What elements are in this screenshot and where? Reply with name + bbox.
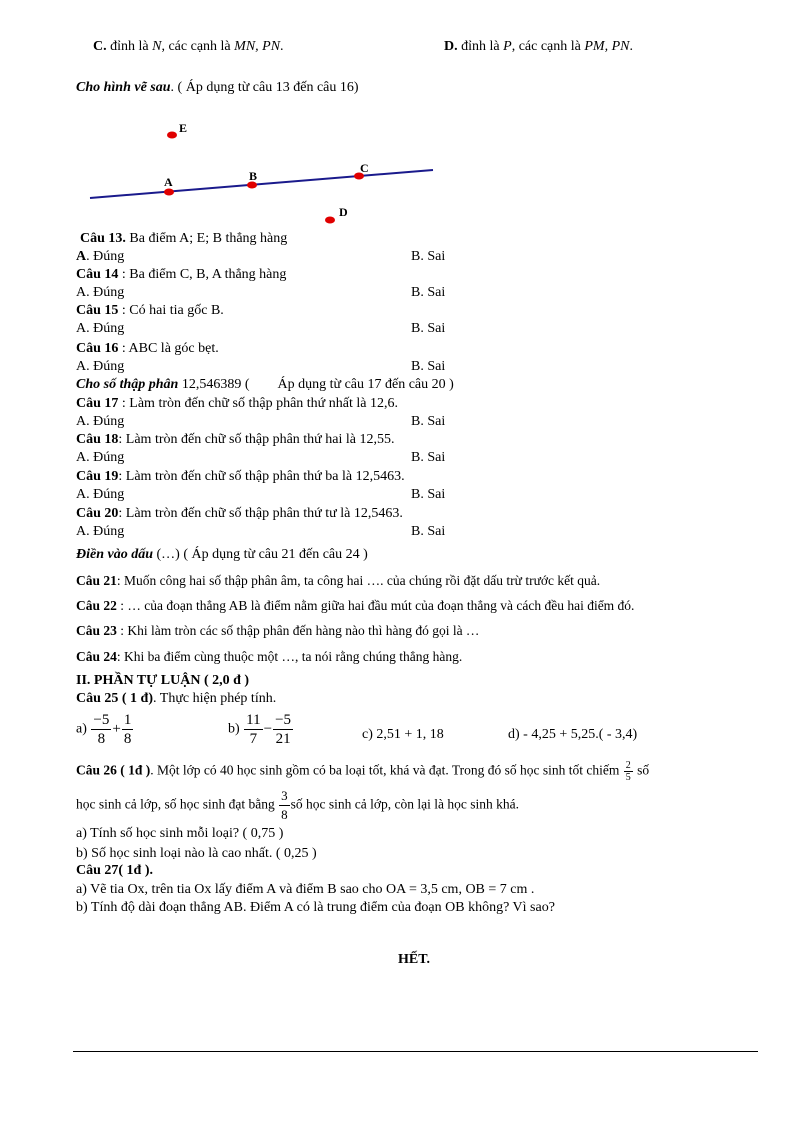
label-a: A [164, 175, 173, 189]
question-16: Câu 16 : ABC là góc bẹt. [76, 341, 219, 356]
answer-b: B. Sai [411, 524, 446, 539]
question-24: Câu 24: Khi ba điểm cùng thuộc một …, ta nói rằng chúng thẳng hàng. [76, 649, 463, 664]
answer-a: A. Đúng [76, 524, 125, 539]
question-26-cont: học sinh cả lớp, số học sinh đạt bằng $\frac{3}{8}$ số học sinh cả lớp, còn lại là học sinh khá. [76, 788, 519, 822]
question-21: Câu 21: Muốn công hai số thập phân âm, ta công hai …. của chúng rồi đặt dấu trừ trước kết quả. [76, 573, 601, 588]
label-b: B [249, 169, 258, 183]
answer-a: A. Đúng [76, 359, 125, 374]
label-c: C [360, 161, 369, 175]
answer-b: B. Sai [411, 487, 446, 502]
answer-a: A. Đúng [76, 487, 125, 502]
section-2-heading: II. PHẦN TỰ LUẬN ( 2,0 đ ) [76, 673, 250, 688]
question-20: Câu 20: Làm tròn đến chữ số thập phân thứ tư là 12,5463. [76, 506, 403, 521]
end-mark: HẾT. [398, 952, 431, 967]
point-d [325, 217, 335, 224]
question-18: Câu 18: Làm tròn đến chữ số thập phân thứ hai là 12,55. [76, 432, 395, 447]
option-d: D. đỉnh là P, các cạnh là PM, PN. [444, 39, 633, 54]
question-23: Câu 23 : Khi làm tròn các số thập phân đến hàng nào thì hàng đó gọi là … [76, 623, 480, 638]
q25-part-d: d) - 4,25 + 5,25.( - 3,4) [508, 727, 638, 742]
question-25: Câu 25 ( 1 đ). Thực hiện phép tính. [76, 691, 277, 706]
question-14: Câu 14 : Ba điểm C, B, A thẳng hàng [76, 267, 287, 282]
line-abc [90, 170, 433, 198]
q25-part-c: c) 2,51 + 1, 18 [362, 727, 444, 742]
q27-part-a: a) Vẽ tia Ox, trên tia Ox lấy điểm A và điểm B sao cho OA = 3,5 cm, OB = 7 cm . [76, 882, 535, 897]
decimal-intro: Cho số thập phân 12,546389 ( Áp dụng từ câu 17 đến câu 20 ) [76, 377, 454, 392]
answer-a: A. Đúng [76, 285, 125, 300]
answer-b: B. Sai [411, 285, 446, 300]
geometry-figure [80, 115, 450, 230]
question-22: Câu 22 : … của đoạn thẳng AB là điểm nằm giữa hai đầu mút của đoạn thẳng và cách đều hai điểm đó. [76, 598, 635, 613]
q25-part-a: a) $\frac{-5}{8}$ + $\frac{1}{8}$ [76, 712, 132, 747]
answer-b: B. Sai [411, 359, 446, 374]
question-13: Câu 13. Ba điểm A; E; B thẳng hàng [80, 231, 288, 246]
label-d: D [339, 205, 348, 219]
fill-intro: Điền vào dấu (…) ( Áp dụng từ câu 21 đến câu 24 ) [76, 547, 368, 562]
figure-intro: Cho hình vẽ sau. ( Áp dụng từ câu 13 đến câu 16) [76, 80, 359, 95]
answer-b: B. Sai [411, 249, 446, 264]
q27-part-b: b) Tính độ dài đoạn thẳng AB. Điểm A có là trung điểm của đoạn OB không? Vì sao? [76, 900, 555, 915]
q26-part-b: b) Số học sinh loại nào là cao nhất. ( 0,25 ) [76, 846, 317, 861]
question-26: Câu 26 ( 1đ ). Một lớp có 40 học sinh gồm có ba loại tốt, khá và đạt. Trong đó số học sinh tốt chiếm $\frac{2}{5}$ số [76, 760, 650, 783]
answer-a: A. Đúng [76, 321, 125, 336]
point-e [167, 132, 177, 139]
answer-a: A. Đúng [76, 414, 125, 429]
label-e: E [179, 121, 188, 135]
answer-a: A. Đúng [76, 450, 125, 465]
option-c: C. đỉnh là N, các cạnh là MN, PN. [93, 39, 284, 54]
q25-part-b: b) $\frac{11}{7}$ − $\frac{-5}{21}$ [228, 712, 292, 747]
question-27: Câu 27( 1đ ). [76, 863, 154, 878]
footer-rule [73, 1051, 758, 1052]
question-19: Câu 19: Làm tròn đến chữ số thập phân thứ ba là 12,5463. [76, 469, 405, 484]
answer-b: B. Sai [411, 321, 446, 336]
q26-part-a: a) Tính số học sinh mỗi loại? ( 0,75 ) [76, 826, 284, 841]
point-a [164, 189, 174, 196]
answer-a: A. Đúng [76, 249, 125, 264]
answer-b: B. Sai [411, 450, 446, 465]
answer-b: B. Sai [411, 414, 446, 429]
question-15: Câu 15 : Có hai tia gốc B. [76, 303, 224, 318]
question-17: Câu 17 : Làm tròn đến chữ số thập phân thứ nhất là 12,6. [76, 396, 398, 411]
